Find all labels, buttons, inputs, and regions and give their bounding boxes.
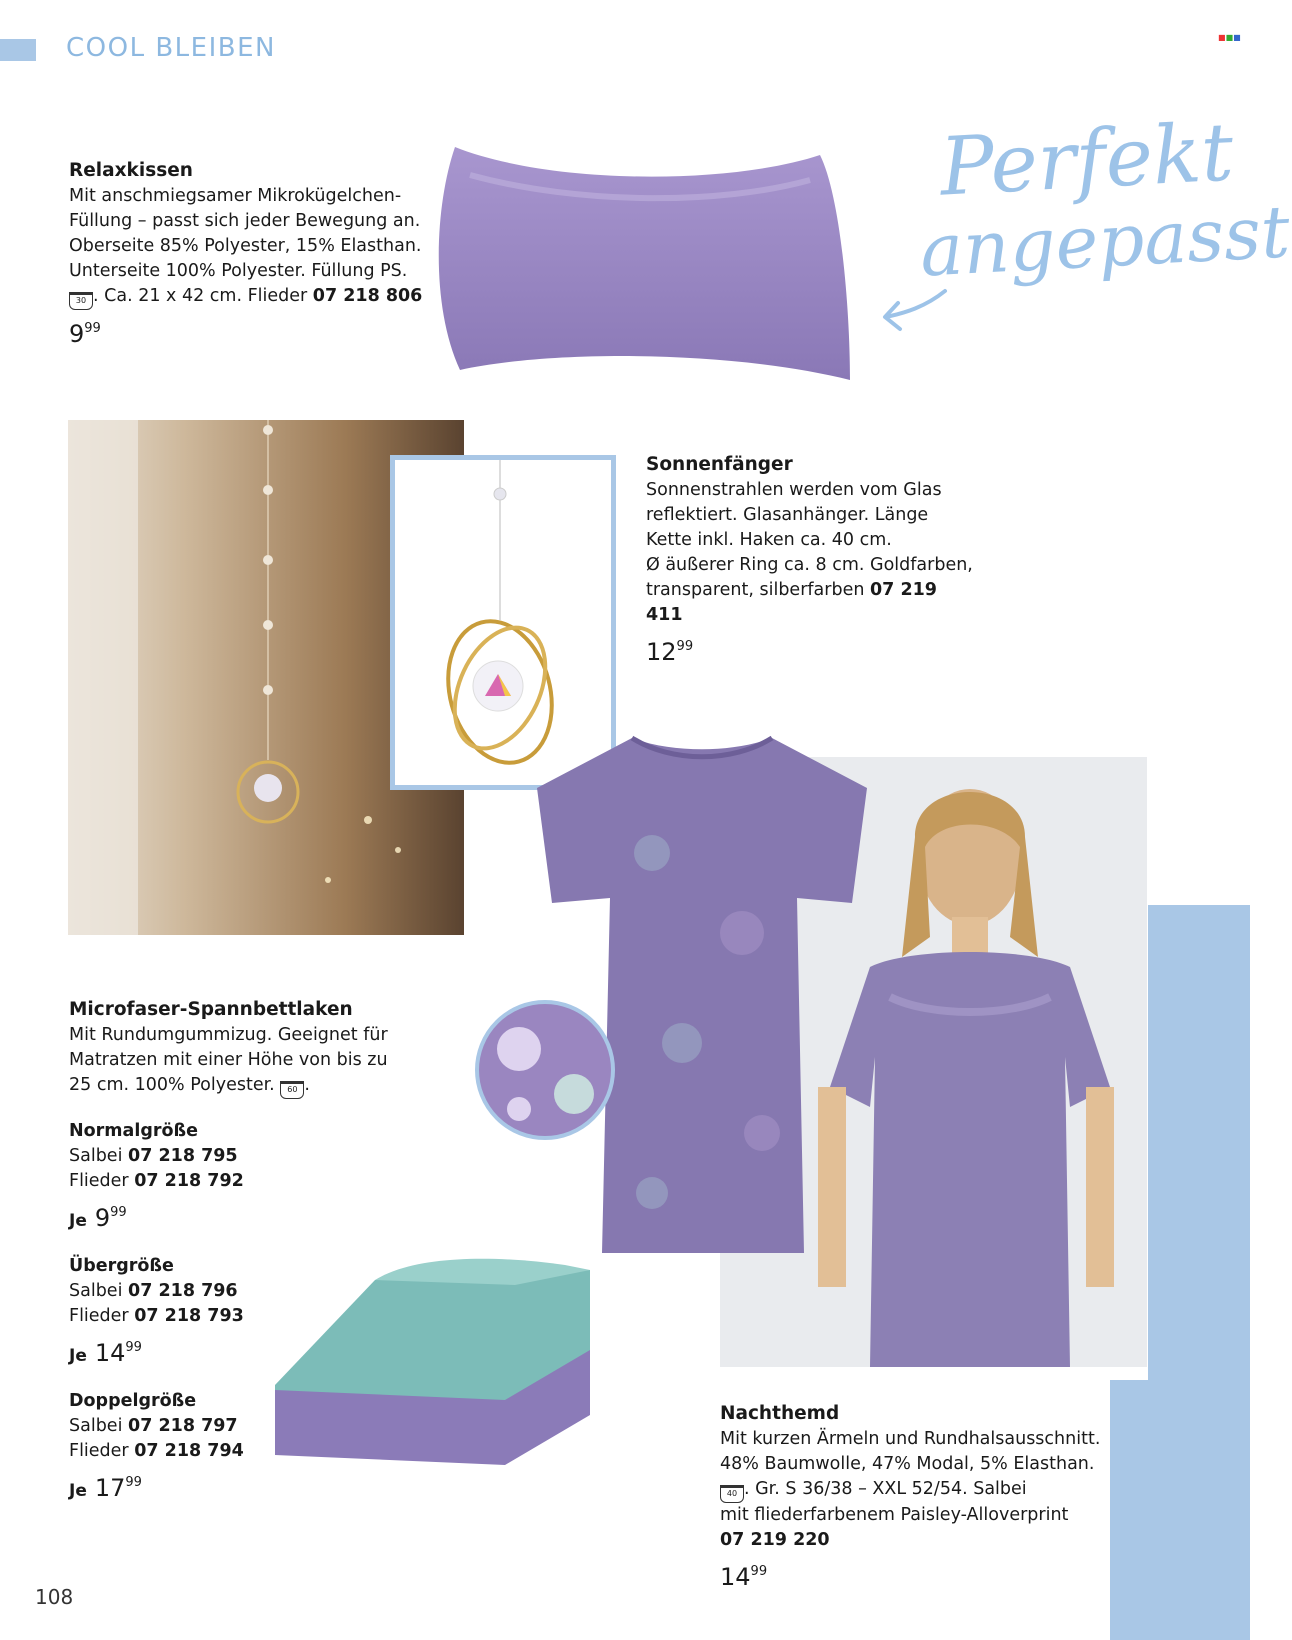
page-number: 108 [35,1585,74,1609]
color-marks-icon: ■■■ [1218,33,1241,42]
price-main: 14 [94,1339,126,1367]
size-row [69,1439,409,1464]
price-prefix: Je [69,1481,87,1501]
price-cents: 99 [125,1340,142,1355]
spannbettlaken-line: Matratzen mit einer Höhe von bis zu [69,1050,388,1070]
relaxkissen-title: Relaxkissen [69,160,193,181]
size-name: Normalgröße [69,1121,198,1141]
price-cents: 99 [125,1475,142,1490]
sonnenfaenger-title: Sonnenfänger [646,454,793,475]
relaxkissen-line: Füllung – passt sich jeder Bewegung an. [69,211,421,231]
size-group [69,1389,409,1506]
price-main: 12 [646,638,677,666]
nachthemd-line: 48% Baumwolle, 47% Modal, 5% Elasthan. [720,1454,1095,1474]
nachthemd-sizes: . Gr. S 36/38 – XXL 52/54. Salbei [744,1479,1027,1499]
sonnenfaenger-line [646,578,976,628]
spannbettlaken-title: Microfaser-Spannbettlaken [69,999,353,1020]
size-color: Salbei [69,1416,123,1436]
price-cents: 99 [110,1205,127,1220]
price-main: 14 [720,1563,751,1591]
nachthemd-price [720,1557,1110,1592]
nachthemd-title: Nachthemd [720,1403,840,1424]
size-code: 07 218 792 [134,1171,244,1191]
section-color-bar [0,39,36,61]
size-price [69,1333,409,1371]
nachthemd-line: mit fliederfarbenem Paisley-Alloverprint [720,1505,1069,1525]
size-row [69,1169,409,1194]
fabric-detail-image [475,1000,615,1140]
wash-care-icon: 40 [720,1485,744,1503]
decor-strip [1148,905,1250,1385]
size-color: Flieder [69,1441,129,1461]
sonnenfaenger-colors: transparent, silberfarben [646,580,870,600]
size-price [69,1198,409,1236]
wash-care-icon: 60 [280,1081,304,1099]
size-name: Doppelgröße [69,1391,197,1411]
size-color: Salbei [69,1281,123,1301]
size-group [69,1119,409,1236]
size-row [69,1144,409,1169]
sonnenfaenger-price [646,632,976,667]
nachthemd-line [720,1477,1110,1503]
nachthemd-block [720,1401,1110,1592]
wash-care-icon: 30 [69,292,93,310]
size-color: Flieder [69,1306,129,1326]
size-row [69,1304,409,1329]
relaxkissen-line [69,284,429,310]
price-prefix: Je [69,1346,87,1366]
size-row [69,1414,409,1439]
size-color: Salbei [69,1146,123,1166]
relaxkissen-price [69,314,429,349]
relaxkissen-line: Unterseite 100% Polyester. Füllung PS. [69,261,408,281]
price-main: 9 [69,320,85,348]
relaxkissen-line: Mit anschmiegsamer Mikrokügelchen- [69,186,402,206]
price-cents: 99 [750,1564,768,1579]
size-name: Übergröße [69,1256,174,1276]
relaxkissen-image [430,135,860,395]
price-cents: 99 [676,639,694,654]
arrow-icon [880,285,950,335]
size-row [69,1279,409,1304]
relaxkissen-line: Oberseite 85% Polyester, 15% Elasthan. [69,236,422,256]
decor-strip [1110,1380,1250,1640]
size-code: 07 218 794 [134,1441,244,1461]
size-code: 07 218 797 [128,1416,238,1436]
spannbettlaken-line: Mit Rundumgummizug. Geeignet für [69,1025,388,1045]
size-code: 07 218 795 [128,1146,238,1166]
nachthemd-code: 07 219 220 [720,1530,830,1550]
section-title: COOL BLEIBEN [66,33,276,63]
nachthemd-flat-image [532,733,872,1263]
price-prefix: Je [69,1211,87,1231]
nachthemd-line: Mit kurzen Ärmeln und Rundhalsausschnitt. [720,1429,1101,1449]
sonnenfaenger-line: Kette inkl. Haken ca. 40 cm. [646,530,892,550]
paisley-pattern-illustration [479,1004,611,1136]
sonnenfaenger-block [646,452,976,667]
script-line-2: angepasst [918,189,1292,293]
relaxkissen-size: . Ca. 21 x 42 cm. Flieder [93,286,313,306]
relaxkissen-code: 07 218 806 [312,286,423,306]
sonnenfaenger-code: 07 219 411 [646,580,937,625]
sonnenfaenger-line: reflektiert. Glasanhänger. Länge [646,505,929,525]
spannbettlaken-block [69,997,409,1506]
relaxkissen-block [69,158,429,349]
size-code: 07 218 796 [128,1281,238,1301]
size-price [69,1468,409,1506]
price-cents: 99 [84,321,101,336]
size-code: 07 218 793 [134,1306,244,1326]
spannbettlaken-line: 25 cm. 100% Polyester. 60 . [69,1073,409,1099]
script-line-1: Perfekt [937,105,1236,214]
sonnenfaenger-line: Ø äußerer Ring ca. 8 cm. Goldfarben, [646,555,973,575]
price-main: 9 [94,1204,111,1232]
size-group [69,1254,409,1371]
size-color: Flieder [69,1171,129,1191]
sonnenfaenger-line: Sonnenstrahlen werden vom Glas [646,480,942,500]
spannbettlaken-material: 25 cm. 100% Polyester. [69,1075,275,1095]
price-main: 17 [94,1474,126,1502]
